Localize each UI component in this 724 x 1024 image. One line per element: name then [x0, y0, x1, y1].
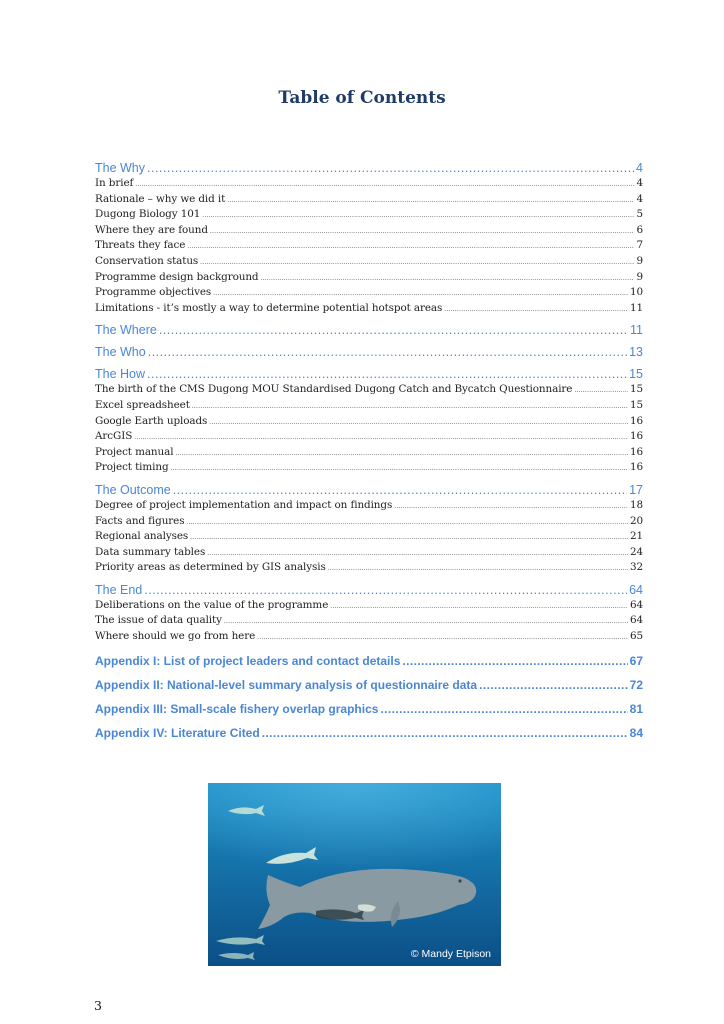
toc-section-heading-label: The Outcome: [95, 482, 171, 497]
dot-leader: [192, 399, 628, 414]
toc-entry-page: 18: [629, 498, 643, 511]
toc-entry-label: Project manual: [95, 445, 174, 458]
table-of-contents: [95, 158, 643, 741]
dot-leader: [144, 582, 627, 598]
toc-entry-page: 16: [629, 445, 643, 458]
dot-leader: [394, 499, 628, 514]
toc-section-heading-page: 15: [629, 367, 643, 382]
dot-leader: [148, 344, 627, 360]
dot-leader: [186, 515, 628, 530]
dot-leader: [213, 286, 628, 301]
dot-leader: [200, 255, 634, 270]
dot-leader: [402, 653, 627, 669]
toc-entry-label: In brief: [95, 177, 134, 189]
toc-entry-page: 6: [636, 223, 643, 236]
toc-section-heading-page: 17: [629, 482, 643, 497]
dot-leader: [479, 677, 628, 693]
dot-leader: [171, 461, 628, 476]
dot-leader: [444, 302, 628, 317]
toc-entry-label: Regional analyses: [95, 530, 189, 543]
toc-entry-page: 4: [636, 177, 643, 189]
toc-entry-label: Excel spreadsheet: [95, 398, 190, 411]
toc-entry[interactable]: [95, 207, 643, 223]
toc-appendix[interactable]: [95, 653, 643, 669]
dot-leader: [173, 482, 627, 498]
toc-entry-label: The issue of data quality: [95, 614, 222, 627]
toc-entry-label: Facts and figures: [95, 514, 185, 527]
toc-section-heading-page: 64: [629, 582, 643, 597]
toc-section-heading-label: The Why: [95, 161, 146, 175]
toc-entry-page: 7: [636, 239, 643, 252]
dot-leader: [209, 415, 628, 430]
toc-entry[interactable]: [95, 254, 643, 270]
toc-entry[interactable]: [95, 629, 643, 645]
toc-entry[interactable]: [95, 560, 643, 576]
toc-entry-label: Conservation status: [95, 254, 199, 267]
toc-section-heading[interactable]: [95, 344, 643, 360]
toc-entry-page: 16: [629, 461, 643, 474]
toc-entry[interactable]: [95, 223, 643, 239]
toc-entry-label: Threats they face: [95, 239, 186, 252]
toc-entry[interactable]: [95, 382, 643, 398]
toc-entry-page: 21: [629, 530, 643, 543]
toc-section-heading[interactable]: [95, 582, 643, 598]
dot-leader: [147, 160, 634, 176]
toc-entry[interactable]: [95, 238, 643, 254]
toc-entry-label: Programme design background: [95, 270, 259, 283]
toc-entry-label: Google Earth uploads: [95, 414, 208, 427]
dugong-photo-image: [208, 783, 501, 966]
toc-appendix[interactable]: [95, 677, 643, 693]
toc-entry[interactable]: [95, 270, 643, 286]
toc-section-heading-page: 4: [636, 161, 643, 175]
dot-leader: [147, 366, 627, 382]
toc-entry-label: Degree of project implementation and impact on findings: [95, 498, 393, 511]
dot-leader: [134, 430, 628, 445]
toc-entry-label: The birth of the CMS Dugong MOU Standardised Dugong Catch and Bycatch Questionnaire: [95, 383, 573, 396]
toc-section-heading-label: The Where: [95, 323, 157, 338]
dot-leader: [227, 193, 634, 208]
toc-entry-page: 65: [629, 630, 643, 643]
toc-section-heading-label: The How: [95, 367, 146, 382]
toc-entry-label: ArcGIS: [95, 430, 133, 443]
toc-entry-label: Where should we go from here: [95, 630, 256, 643]
dot-leader: [207, 546, 628, 561]
toc-section-heading[interactable]: [95, 160, 643, 176]
toc-entry-page: 32: [629, 561, 643, 574]
toc-entry[interactable]: [95, 529, 643, 545]
toc-entry[interactable]: [95, 192, 643, 208]
toc-entry-page: 5: [636, 208, 643, 221]
toc-appendix[interactable]: [95, 725, 643, 741]
toc-entry[interactable]: [95, 176, 643, 192]
toc-appendix-label: Appendix II: National-level summary analysis of questionnaire data: [95, 677, 478, 692]
toc-section-heading-label: The Who: [95, 345, 146, 360]
toc-entry-label: Where they are found: [95, 223, 208, 236]
toc-section-heading[interactable]: [95, 322, 643, 338]
page-title: Table of Contents: [278, 88, 446, 108]
toc-entry-page: 64: [629, 614, 643, 627]
toc-appendix-label: Appendix III: Small-scale fishery overlap graphics: [95, 701, 379, 716]
toc-appendix[interactable]: [95, 701, 643, 717]
dot-leader: [257, 630, 628, 645]
dot-leader: [262, 725, 628, 741]
dot-leader: [330, 599, 628, 614]
dugong-photo: [208, 783, 501, 966]
toc-section-heading[interactable]: [95, 482, 643, 498]
toc-entry-page: 10: [629, 286, 643, 299]
toc-entry-page: 16: [629, 414, 643, 427]
toc-entry-page: 20: [629, 514, 643, 527]
toc-section-heading[interactable]: [95, 366, 643, 382]
toc-appendix-label: Appendix IV: Literature Cited: [95, 725, 260, 740]
toc-entry[interactable]: [95, 545, 643, 561]
toc-entry-label: Limitations - it’s mostly a way to determine potential hotspot areas: [95, 301, 443, 314]
page-number: 3: [94, 998, 102, 1013]
dot-leader: [210, 224, 635, 239]
toc-entry-page: 24: [629, 545, 643, 558]
toc-entry[interactable]: [95, 613, 643, 629]
toc-entry-page: 4: [636, 192, 643, 205]
dot-leader: [380, 701, 627, 717]
toc-entry-label: Data summary tables: [95, 545, 206, 558]
toc-entry[interactable]: [95, 301, 643, 317]
toc-entry[interactable]: [95, 429, 643, 445]
toc-entry-page: 15: [629, 383, 643, 396]
dot-leader: [159, 322, 628, 338]
dot-leader: [190, 530, 628, 545]
toc-section-heading-label: The End: [95, 582, 143, 597]
toc-entry-label: Project timing: [95, 461, 169, 474]
toc-entry[interactable]: [95, 414, 643, 430]
toc-entry[interactable]: [95, 598, 643, 614]
toc-entry-page: 15: [629, 398, 643, 411]
toc-entry-label: Priority areas as determined by GIS analysis: [95, 561, 326, 574]
dot-leader: [260, 271, 634, 286]
toc-entry-label: Rationale – why we did it: [95, 192, 226, 205]
toc-entry-page: 9: [636, 254, 643, 267]
dot-leader: [135, 177, 634, 192]
toc-appendix-page: 72: [629, 677, 643, 692]
toc-entry-page: 16: [629, 430, 643, 443]
dot-leader: [187, 239, 634, 254]
toc-entry[interactable]: [95, 460, 643, 476]
toc-entry[interactable]: [95, 445, 643, 461]
dot-leader: [328, 561, 628, 576]
dot-leader: [574, 383, 628, 398]
dot-leader: [224, 614, 628, 629]
toc-section-heading-page: 11: [630, 323, 643, 338]
toc-entry[interactable]: [95, 398, 643, 414]
toc-entry-label: Programme objectives: [95, 286, 212, 299]
toc-entry-label: Deliberations on the value of the programme: [95, 598, 329, 611]
toc-entry-page: 64: [629, 598, 643, 611]
toc-entry-page: 11: [629, 301, 643, 314]
toc-appendix-page: 81: [629, 701, 643, 716]
toc-section-heading-page: 13: [629, 345, 643, 360]
toc-appendix-page: 84: [629, 725, 643, 740]
toc-entry-page: 9: [636, 270, 643, 283]
toc-entry[interactable]: [95, 514, 643, 530]
dot-leader: [202, 208, 634, 223]
toc-entry-label: Dugong Biology 101: [95, 208, 201, 221]
toc-appendix-page: 67: [629, 653, 643, 668]
toc-entry[interactable]: [95, 285, 643, 301]
photo-credit: © Mandy Etpison: [410, 948, 491, 960]
toc-appendix-label: Appendix I: List of project leaders and contact details: [95, 653, 401, 668]
toc-entry[interactable]: [95, 498, 643, 514]
dot-leader: [175, 446, 628, 461]
